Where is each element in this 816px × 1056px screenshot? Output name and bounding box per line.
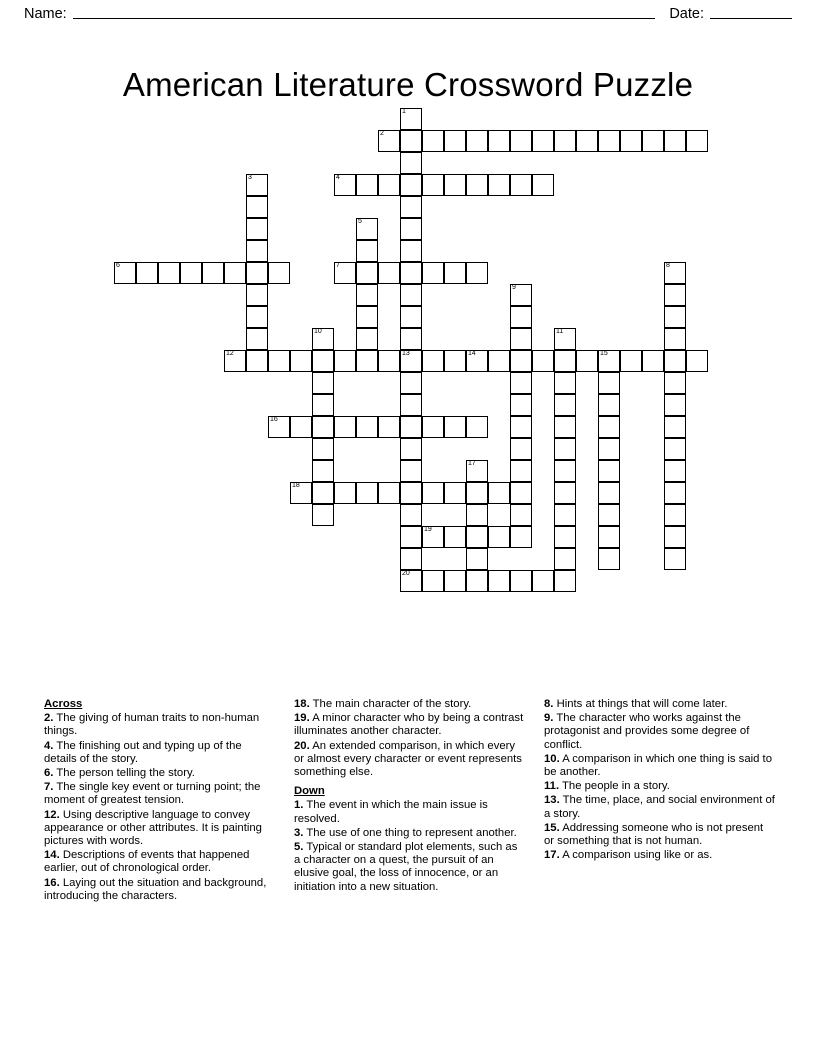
crossword-cell[interactable] — [356, 174, 378, 196]
crossword-cell[interactable] — [400, 130, 422, 152]
crossword-cell[interactable] — [400, 570, 422, 592]
crossword-cell[interactable] — [246, 218, 268, 240]
crossword-cell[interactable] — [400, 438, 422, 460]
crossword-cell[interactable] — [510, 174, 532, 196]
crossword-cell[interactable] — [686, 350, 708, 372]
crossword-cell[interactable] — [664, 306, 686, 328]
clue-item — [544, 753, 776, 779]
crossword-cell[interactable] — [532, 570, 554, 592]
crossword-cell[interactable] — [246, 306, 268, 328]
cell-number: 6 — [116, 262, 120, 269]
clue-item — [294, 712, 526, 738]
clue-item — [294, 827, 526, 840]
crossword-cell[interactable] — [378, 350, 400, 372]
crossword-cell[interactable] — [400, 196, 422, 218]
crossword-cell[interactable] — [488, 482, 510, 504]
crossword-cell[interactable] — [400, 350, 422, 372]
crossword-cell[interactable] — [576, 350, 598, 372]
crossword-cell[interactable] — [246, 328, 268, 350]
clue-text: Descriptions of events that happened earlier, out of chronological order. — [44, 849, 250, 875]
crossword-cell[interactable] — [400, 526, 422, 548]
clue-number: 18. — [294, 698, 310, 710]
clue-text: The person telling the story. — [56, 767, 195, 780]
crossword-cell[interactable] — [510, 504, 532, 526]
crossword-cell[interactable] — [356, 350, 378, 372]
clue-number: 1. — [294, 799, 304, 812]
crossword-cell[interactable] — [444, 130, 466, 152]
crossword-cell[interactable] — [642, 130, 664, 152]
cell-number: 5 — [358, 218, 362, 225]
across-heading: Across — [44, 698, 83, 710]
crossword-cell[interactable] — [444, 482, 466, 504]
crossword-cell[interactable] — [466, 526, 488, 548]
crossword-cell[interactable] — [268, 416, 290, 438]
clue-text: The people in a story. — [562, 780, 670, 793]
crossword-cell[interactable] — [378, 416, 400, 438]
crossword-cell[interactable] — [158, 262, 180, 284]
cell-number: 9 — [512, 284, 516, 291]
crossword-cell[interactable] — [400, 306, 422, 328]
clue-item — [544, 822, 776, 848]
crossword-cell[interactable] — [510, 394, 532, 416]
crossword-cell[interactable] — [620, 130, 642, 152]
crossword-grid[interactable] — [0, 104, 816, 604]
cell-number: 4 — [336, 174, 340, 181]
crossword-cell[interactable] — [466, 174, 488, 196]
crossword-cell[interactable] — [422, 482, 444, 504]
crossword-cell[interactable] — [686, 130, 708, 152]
crossword-cell[interactable] — [422, 130, 444, 152]
crossword-cell[interactable] — [356, 482, 378, 504]
crossword-cell[interactable] — [466, 482, 488, 504]
clue-number: 17. — [544, 849, 560, 862]
clue-item — [294, 698, 526, 711]
crossword-cell[interactable] — [334, 350, 356, 372]
crossword-cell[interactable] — [246, 350, 268, 372]
crossword-cell[interactable] — [510, 570, 532, 592]
crossword-cell[interactable] — [554, 328, 576, 350]
crossword-cell[interactable] — [378, 482, 400, 504]
crossword-cell[interactable] — [664, 130, 686, 152]
crossword-cell[interactable] — [664, 548, 686, 570]
crossword-cell[interactable] — [466, 262, 488, 284]
crossword-cell[interactable] — [444, 350, 466, 372]
name-write-line[interactable] — [73, 6, 656, 19]
clue-number: 2. — [44, 712, 54, 725]
crossword-cell[interactable] — [488, 570, 510, 592]
crossword-cell[interactable] — [598, 482, 620, 504]
crossword-cell[interactable] — [664, 416, 686, 438]
crossword-cell[interactable] — [422, 350, 444, 372]
clue-text: The single key event or turning point; the moment of greatest tension. — [44, 781, 261, 807]
crossword-cell[interactable] — [664, 262, 686, 284]
clue-number: 3. — [294, 826, 304, 839]
crossword-cell[interactable] — [444, 262, 466, 284]
crossword-cell[interactable] — [488, 526, 510, 548]
crossword-cell[interactable] — [466, 548, 488, 570]
crossword-cell[interactable] — [554, 526, 576, 548]
crossword-cell[interactable] — [312, 328, 334, 350]
crossword-cell[interactable] — [598, 350, 620, 372]
crossword-cell[interactable] — [312, 438, 334, 460]
crossword-cell[interactable] — [400, 504, 422, 526]
crossword-cell[interactable] — [246, 240, 268, 262]
crossword-cell[interactable] — [488, 174, 510, 196]
crossword-cell[interactable] — [400, 460, 422, 482]
crossword-cell[interactable] — [664, 350, 686, 372]
crossword-cell[interactable] — [466, 350, 488, 372]
crossword-cell[interactable] — [312, 394, 334, 416]
crossword-cell[interactable] — [224, 350, 246, 372]
crossword-cell[interactable] — [598, 416, 620, 438]
cell-number: 3 — [248, 174, 252, 181]
date-write-line[interactable] — [710, 6, 792, 19]
crossword-cell[interactable] — [664, 504, 686, 526]
crossword-cell[interactable] — [664, 328, 686, 350]
crossword-cell[interactable] — [620, 350, 642, 372]
crossword-cell[interactable] — [400, 416, 422, 438]
crossword-cell[interactable] — [466, 130, 488, 152]
crossword-cell[interactable] — [136, 262, 158, 284]
page-title: American Literature Crossword Puzzle — [122, 66, 694, 104]
crossword-cell[interactable] — [356, 218, 378, 240]
clue-text: Using descriptive language to convey appearance or other attributes. It is painting pictures with words. — [44, 808, 262, 848]
crossword-cell[interactable] — [356, 416, 378, 438]
crossword-cell[interactable] — [664, 372, 686, 394]
crossword-cell[interactable] — [180, 262, 202, 284]
clue-column-3 — [544, 698, 776, 904]
crossword-cell[interactable] — [466, 416, 488, 438]
cell-number: 8 — [666, 262, 670, 269]
crossword-cell[interactable] — [224, 262, 246, 284]
crossword-cell[interactable] — [554, 350, 576, 372]
crossword-cell[interactable] — [334, 416, 356, 438]
crossword-cell[interactable] — [268, 350, 290, 372]
crossword-cell[interactable] — [246, 284, 268, 306]
cell-number: 11 — [556, 328, 564, 335]
crossword-cell[interactable] — [598, 130, 620, 152]
crossword-cell[interactable] — [312, 416, 334, 438]
clue-number: 10. — [544, 752, 560, 765]
crossword-cell[interactable] — [554, 570, 576, 592]
clues-section — [44, 698, 780, 904]
crossword-cell[interactable] — [444, 416, 466, 438]
clue-item — [44, 767, 276, 780]
crossword-cell[interactable] — [246, 174, 268, 196]
crossword-cell[interactable] — [400, 152, 422, 174]
crossword-cell[interactable] — [400, 174, 422, 196]
crossword-cell[interactable] — [246, 196, 268, 218]
crossword-cell[interactable] — [554, 504, 576, 526]
crossword-cell[interactable] — [268, 262, 290, 284]
crossword-cell[interactable] — [400, 218, 422, 240]
clue-item — [294, 841, 526, 894]
cell-number: 17 — [468, 460, 476, 467]
clue-item — [44, 877, 276, 903]
crossword-cell[interactable] — [378, 130, 400, 152]
crossword-cell[interactable] — [312, 350, 334, 372]
crossword-cell[interactable] — [532, 174, 554, 196]
crossword-cell[interactable] — [598, 548, 620, 570]
crossword-cell[interactable] — [312, 372, 334, 394]
cell-number: 1 — [402, 108, 406, 115]
crossword-cell[interactable] — [510, 328, 532, 350]
cell-number: 15 — [600, 350, 608, 357]
crossword-cell[interactable] — [598, 438, 620, 460]
crossword-cell[interactable] — [202, 262, 224, 284]
clue-text: A minor character who by being a contrast illuminates another character. — [294, 712, 524, 738]
crossword-cell[interactable] — [466, 570, 488, 592]
clue-number: 16. — [44, 876, 60, 889]
crossword-cell[interactable] — [378, 174, 400, 196]
clue-text: The finishing out and typing up of the details of the story. — [44, 739, 242, 765]
clue-column-2 — [294, 698, 526, 904]
crossword-cell[interactable] — [532, 350, 554, 372]
crossword-cell[interactable] — [290, 482, 312, 504]
clue-item — [544, 794, 776, 820]
crossword-cell[interactable] — [664, 526, 686, 548]
clue-text: The character who works against the protagonist and provides some degree of conflict. — [544, 712, 750, 751]
crossword-cell[interactable] — [598, 460, 620, 482]
crossword-cell[interactable] — [356, 328, 378, 350]
crossword-cell[interactable] — [400, 372, 422, 394]
crossword-cell[interactable] — [422, 174, 444, 196]
student-info-row — [24, 0, 792, 28]
crossword-cell[interactable] — [356, 306, 378, 328]
down-heading: Down — [294, 785, 325, 798]
crossword-cell[interactable] — [400, 394, 422, 416]
crossword-cell[interactable] — [444, 174, 466, 196]
clue-number: 4. — [44, 739, 54, 752]
crossword-cell[interactable] — [598, 372, 620, 394]
crossword-cell[interactable] — [400, 284, 422, 306]
crossword-cell[interactable] — [290, 416, 312, 438]
clue-text: The main character of the story. — [312, 698, 472, 710]
clue-text: Addressing someone who is not present or something that is not human. — [544, 821, 764, 848]
clue-text: Hints at things that will come later. — [556, 698, 728, 710]
crossword-cell[interactable] — [510, 130, 532, 152]
crossword-cell[interactable] — [444, 526, 466, 548]
clue-item — [544, 712, 776, 752]
crossword-cell[interactable] — [510, 438, 532, 460]
clue-item — [544, 698, 776, 711]
clue-number: 13. — [544, 794, 560, 807]
clue-item — [44, 809, 276, 849]
clue-number: 19. — [294, 712, 310, 725]
crossword-cell[interactable] — [356, 262, 378, 284]
clue-item — [544, 849, 776, 862]
clue-number: 14. — [44, 849, 60, 862]
clue-text: The time, place, and social environment of a story. — [544, 794, 775, 820]
clue-text: The use of one thing to represent another. — [306, 826, 517, 839]
crossword-cell[interactable] — [510, 416, 532, 438]
crossword-cell[interactable] — [554, 416, 576, 438]
crossword-cell[interactable] — [290, 350, 312, 372]
crossword-cell[interactable] — [378, 262, 400, 284]
crossword-cell[interactable] — [466, 460, 488, 482]
clue-text: An extended comparison, in which every or almost every character or event represents something else. — [294, 739, 522, 779]
clue-item — [44, 849, 276, 875]
cell-number: 18 — [292, 482, 300, 489]
crossword-cell[interactable] — [532, 130, 554, 152]
crossword-cell[interactable] — [422, 570, 444, 592]
clue-text: A comparison in which one thing is said to be another. — [544, 752, 772, 779]
clue-item — [44, 781, 276, 807]
cell-number: 12 — [226, 350, 234, 357]
clue-item — [294, 740, 526, 780]
crossword-cell[interactable] — [576, 130, 598, 152]
cell-number: 19 — [424, 526, 432, 533]
crossword-cell[interactable] — [400, 108, 422, 130]
cell-number: 2 — [380, 130, 384, 137]
crossword-cell[interactable] — [598, 394, 620, 416]
crossword-cell[interactable] — [554, 482, 576, 504]
clue-text: The giving of human traits to non-human things. — [44, 712, 260, 738]
crossword-cell[interactable] — [356, 284, 378, 306]
clue-text: The event in which the main issue is resolved. — [294, 799, 488, 825]
clue-text: Typical or standard plot elements, such as a character on a quest, the pursuit of an elusive goal, the loss of innocence, or an initiation into a new situation. — [294, 841, 518, 893]
crossword-cell[interactable] — [510, 372, 532, 394]
clue-number: 12. — [44, 808, 60, 821]
cell-number: 7 — [336, 262, 340, 269]
crossword-cell[interactable] — [444, 570, 466, 592]
clue-text: Laying out the situation and background, introducing the characters. — [44, 876, 267, 902]
crossword-cell[interactable] — [312, 482, 334, 504]
crossword-cell[interactable] — [312, 504, 334, 526]
crossword-cell[interactable] — [554, 130, 576, 152]
crossword-cell[interactable] — [422, 526, 444, 548]
clue-text: A comparison using like or as. — [562, 849, 713, 862]
cell-number: 16 — [270, 416, 278, 423]
crossword-cell[interactable] — [510, 284, 532, 306]
crossword-cell[interactable] — [642, 350, 664, 372]
crossword-cell[interactable] — [422, 416, 444, 438]
crossword-cell[interactable] — [246, 262, 268, 284]
clue-item — [544, 780, 776, 793]
crossword-cell[interactable] — [664, 460, 686, 482]
crossword-cell[interactable] — [334, 262, 356, 284]
clue-item — [294, 799, 526, 825]
crossword-cell[interactable] — [488, 130, 510, 152]
date-label: Date: — [669, 6, 704, 22]
cell-number: 20 — [402, 570, 410, 577]
cell-number: 13 — [402, 350, 410, 357]
crossword-cell[interactable] — [422, 262, 444, 284]
clue-number: 11. — [544, 780, 560, 793]
crossword-cell[interactable] — [554, 372, 576, 394]
crossword-cell[interactable] — [400, 328, 422, 350]
clue-item — [44, 712, 276, 738]
cell-number: 10 — [314, 328, 322, 335]
crossword-cell[interactable] — [598, 504, 620, 526]
crossword-cell[interactable] — [510, 460, 532, 482]
clue-number: 20. — [294, 739, 310, 752]
crossword-cell[interactable] — [554, 394, 576, 416]
crossword-cell[interactable] — [664, 284, 686, 306]
clue-number: 9. — [544, 712, 554, 725]
crossword-cell[interactable] — [400, 240, 422, 262]
clue-number: 15. — [544, 821, 560, 834]
crossword-cell[interactable] — [356, 240, 378, 262]
crossword-cell[interactable] — [510, 350, 532, 372]
crossword-cell[interactable] — [510, 306, 532, 328]
clue-number: 8. — [544, 698, 554, 710]
crossword-cell[interactable] — [510, 526, 532, 548]
crossword-cell[interactable] — [664, 482, 686, 504]
clue-item — [44, 740, 276, 766]
crossword-cell[interactable] — [598, 526, 620, 548]
name-label: Name: — [24, 6, 67, 22]
clue-number: 7. — [44, 781, 54, 794]
clue-number: 5. — [294, 841, 304, 854]
crossword-cell[interactable] — [334, 482, 356, 504]
clue-number: 6. — [44, 767, 54, 780]
crossword-cell[interactable] — [114, 262, 136, 284]
crossword-cell[interactable] — [400, 482, 422, 504]
clue-column-1 — [44, 698, 276, 904]
crossword-cell[interactable] — [400, 548, 422, 570]
cell-number: 14 — [468, 350, 476, 357]
crossword-cell[interactable] — [312, 460, 334, 482]
crossword-cell[interactable] — [554, 438, 576, 460]
crossword-cell[interactable] — [664, 394, 686, 416]
crossword-cell[interactable] — [466, 504, 488, 526]
crossword-cell[interactable] — [488, 350, 510, 372]
crossword-cell[interactable] — [664, 438, 686, 460]
crossword-cell[interactable] — [510, 482, 532, 504]
crossword-cell[interactable] — [400, 262, 422, 284]
crossword-cell[interactable] — [554, 548, 576, 570]
crossword-cell[interactable] — [334, 174, 356, 196]
crossword-cell[interactable] — [554, 460, 576, 482]
